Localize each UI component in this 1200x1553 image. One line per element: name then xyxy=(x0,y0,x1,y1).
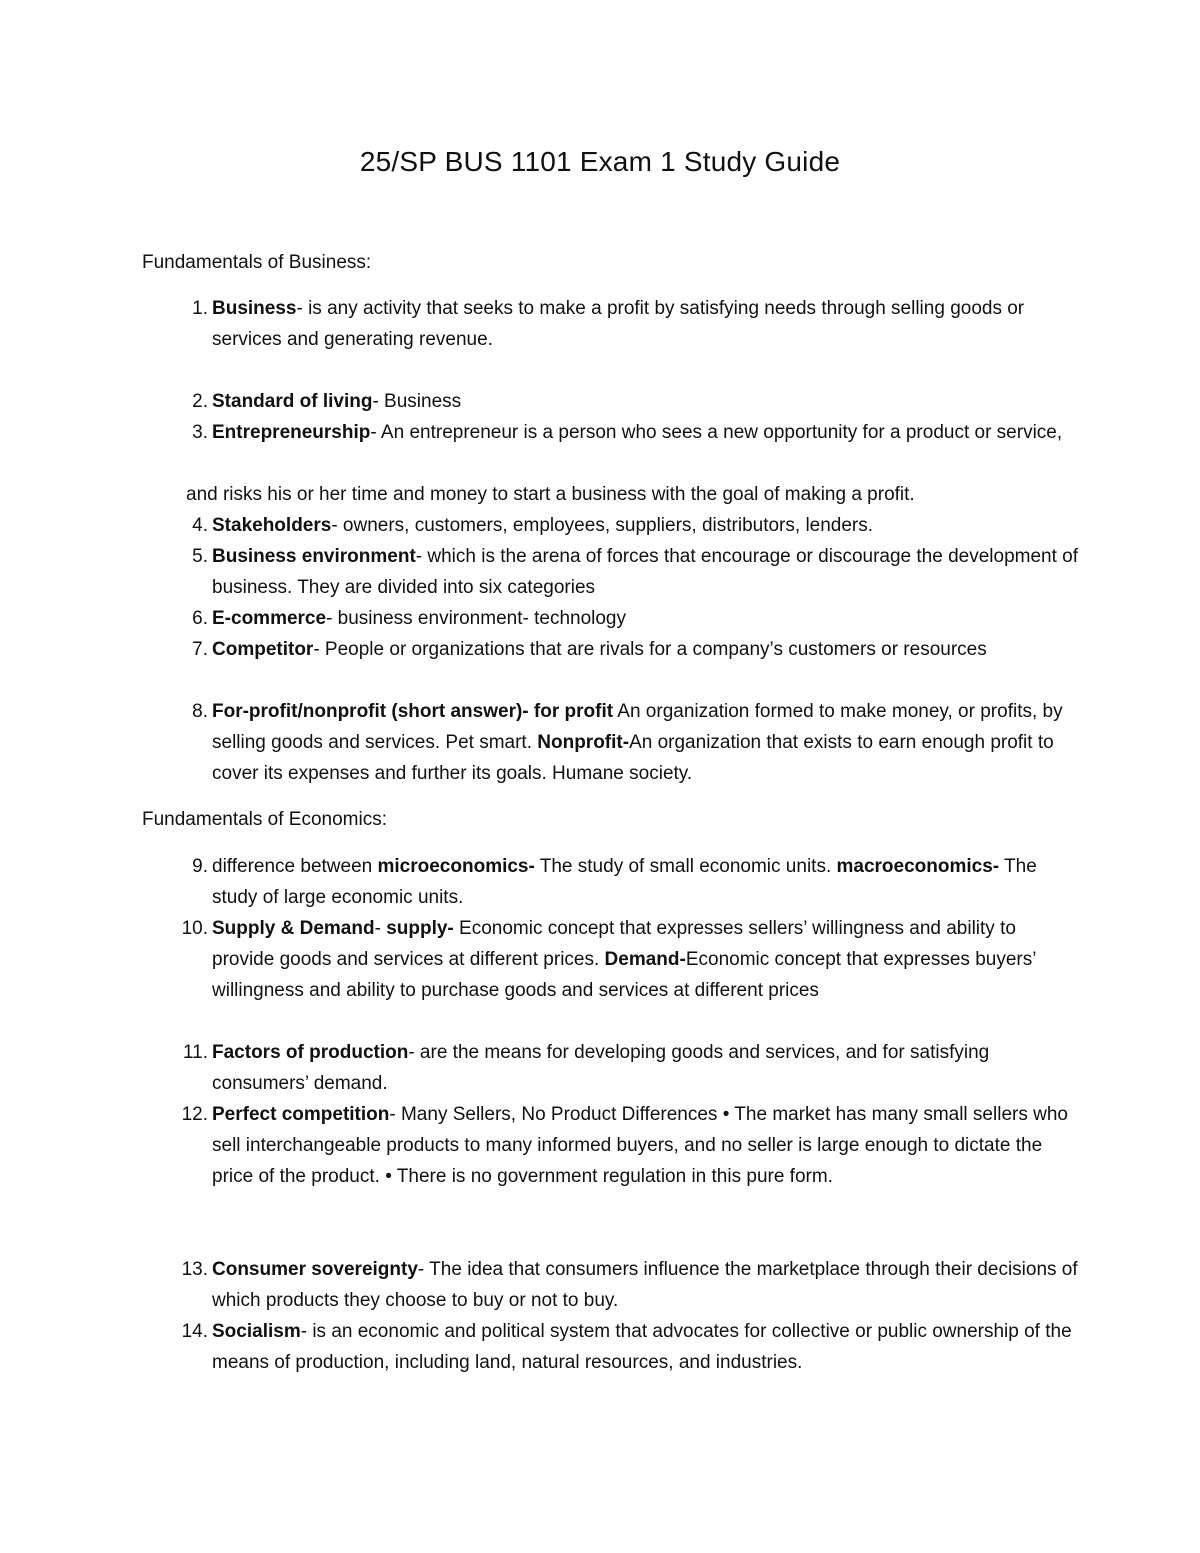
item-term: E-commerce xyxy=(212,608,327,629)
item-term: Entrepreneurship xyxy=(212,422,371,443)
item-term-secondary: supply- xyxy=(386,918,454,939)
item-number: 13. xyxy=(181,1259,208,1280)
item-text: An organization formed to make money, or profits, by selling goods and services. Pet smart. xyxy=(212,701,1063,753)
list-item xyxy=(142,1254,1082,1316)
item-text: - which is the arena of forces that encourage or discourage the development of business. They are divided into six categories xyxy=(212,546,1079,598)
item-term: Competitor xyxy=(212,639,314,660)
item-text: - People or organizations that are rivals for a company’s customers or resources xyxy=(313,639,987,660)
item-number: 8. xyxy=(192,701,208,722)
item-text-tertiary: Economic concept that expresses buyers’ willingness and ability to purchase goods and services at different prices xyxy=(212,949,1036,1001)
item-number: 2. xyxy=(192,391,208,412)
item-number: 11. xyxy=(182,1042,208,1063)
item-number: 1. xyxy=(192,298,208,319)
item-text: - xyxy=(374,918,387,939)
item-text: - business environment- technology xyxy=(326,608,626,629)
list-item xyxy=(142,417,1082,448)
item-number: 6. xyxy=(192,608,208,629)
item-number: 12. xyxy=(181,1104,208,1125)
item-term: Perfect competition xyxy=(212,1104,390,1125)
item-text: - The idea that consumers influence the marketplace through their decisions of which products they choose to buy or not to buy. xyxy=(212,1259,1078,1311)
item-number: 4. xyxy=(192,515,208,536)
item-text: - are the means for developing goods and services, and for satisfying consumers’ demand. xyxy=(212,1042,990,1094)
item-text: - Many Sellers, No Product Differences • The market has many small sellers who sell interchangeable products to many informed buyers, and no seller is large enough to dictate the price of the product. • There is no government regulation in this pure form. xyxy=(212,1104,1068,1187)
item-term: microeconomics- xyxy=(377,856,535,877)
item-number: 9. xyxy=(192,856,208,877)
item-term: Consumer sovereignty xyxy=(212,1259,418,1280)
item-term-secondary: Nonprofit- xyxy=(537,732,630,753)
item-text: - owners, customers, employees, suppliers, distributors, lenders. xyxy=(331,515,874,536)
section-heading-business: Fundamentals of Business: xyxy=(142,252,372,273)
item-prefix: difference between xyxy=(212,856,378,877)
item-continuation: and risks his or her time and money to start a business with the goal of making a profit. xyxy=(186,484,915,505)
list-item xyxy=(142,1099,1082,1192)
list-item xyxy=(142,913,1082,1006)
item-text: - is an economic and political system that advocates for collective or public ownership of the means of production, including land, natural resources, and industries. xyxy=(212,1321,1072,1373)
list-item xyxy=(142,510,1082,541)
item-text: - Business xyxy=(372,391,462,412)
list-item xyxy=(142,541,1082,603)
list-item xyxy=(142,634,1082,665)
item-text-secondary: Economic concept that expresses sellers’ willingness and ability to provide goods and services at different prices. xyxy=(212,918,1016,970)
item-term: Stakeholders xyxy=(212,515,332,536)
item-number: 14. xyxy=(181,1321,208,1342)
item-term: Standard of living xyxy=(212,391,373,412)
item-text-secondary: The study of large economic units. xyxy=(212,856,1037,908)
item-number: 7. xyxy=(192,639,208,660)
document-title: 25/SP BUS 1101 Exam 1 Study Guide xyxy=(359,146,841,177)
item-term: For-profit/nonprofit (short answer)- for profit xyxy=(212,701,614,722)
section-heading-economics: Fundamentals of Economics: xyxy=(142,809,388,830)
item-term: Socialism xyxy=(212,1321,301,1342)
item-term-secondary: macroeconomics- xyxy=(836,856,1000,877)
list-item xyxy=(142,293,1082,355)
item-text: The study of small economic units. xyxy=(534,856,837,877)
item-text: - is any activity that seeks to make a profit by satisfying needs through selling goods or services and generating revenue. xyxy=(212,298,1025,350)
item-number: 5. xyxy=(192,546,208,567)
item-number: 10. xyxy=(181,918,208,939)
item-text-secondary: An organization that exists to earn enough profit to cover its expenses and further its goals. Humane society. xyxy=(212,732,1054,784)
list-item xyxy=(142,1037,1082,1099)
item-term: Factors of production xyxy=(212,1042,409,1063)
item-term: Business environment xyxy=(212,546,416,567)
item-term-tertiary: Demand- xyxy=(604,949,686,970)
list-item xyxy=(142,696,1082,789)
item-text: - An entrepreneur is a person who sees a new opportunity for a product or service, xyxy=(370,422,1063,443)
list-item xyxy=(142,386,1082,417)
list-item xyxy=(142,851,1082,913)
list-item xyxy=(142,603,1082,634)
list-item xyxy=(142,1316,1082,1378)
item-term: Supply & Demand xyxy=(212,918,375,939)
item-term: Business xyxy=(212,298,297,319)
item-number: 3. xyxy=(192,422,208,443)
